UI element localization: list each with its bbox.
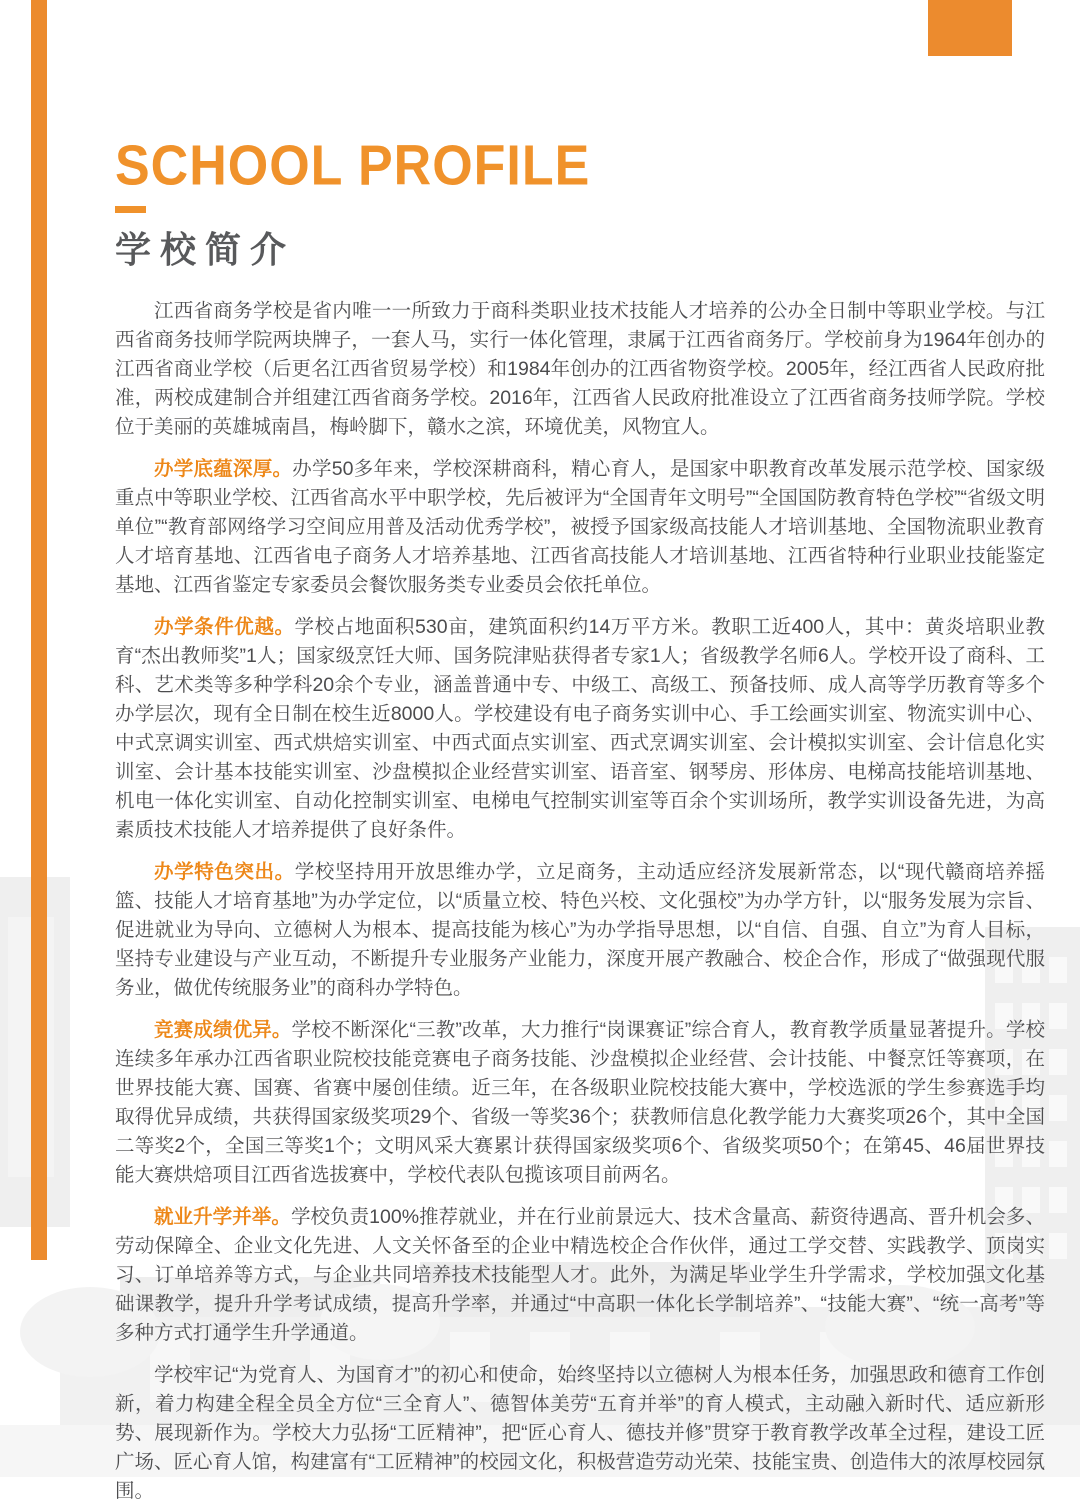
body-paragraph (115, 1016, 1045, 1190)
paragraph-text: 办学50多年来，学校深耕商科，精心育人，是国家中职教育改革发展示范学校、国家级重点中等职业学校、江西省高水平中职学校，先后被评为“全国青年文明号”“全国国防教育特色学校”“省级文明单位”“教育部网络学习空间应用普及活动优秀学校”，被授予国家级高技能人才培训基地、全国物流职业教育人才培育基地、江西省电子商务人才培养基地、江西省高技能人才培训基地、江西省特种行业职业技能鉴定基地、江西省鉴定专家委员会餐饮服务类专业委员会依托单位。 (115, 458, 1045, 596)
body-paragraph (115, 1361, 1045, 1506)
paragraph-lead: 办学底蕴深厚。 (154, 458, 293, 480)
paragraph-text: 学校占地面积530亩，建筑面积约14万平方米。教职工近400人，其中：黄炎培职业教育“杰出教师奖”1人；国家级烹饪大师、国务院津贴获得者专家1人；省级教学名师6人。学校开设了商科、工科、艺术类等多种学科20余个专业，涵盖普通中专、中级工、高级工、预备技师、成人高等学历教育等多个办学层次，现有全日制在校生近8000人。学校建设有电子商务实训中心、手工绘画实训室、物流实训中心、中式烹调实训室、西式烘焙实训室、中西式面点实训室、西式烹调实训室、会计模拟实训室、会计信息化实训室、会计基本技能实训室、沙盘模拟企业经营实训室、语音室、钢琴房、形体房、电梯高技能培训基地、机电一体化实训室、自动化控制实训室、电梯电气控制实训室等百余个实训场所，教学实训设备先进，为高素质技术技能人才培养提供了良好条件。 (115, 616, 1045, 841)
heading-underline (115, 206, 146, 213)
paragraph-lead: 竞赛成绩优异。 (154, 1019, 292, 1041)
page-title-chinese: 学校简介 (115, 229, 296, 270)
body-paragraph (115, 858, 1045, 1003)
paragraph-text: 江西省商务学校是省内唯一一所致力于商科类职业技术技能人才培养的公办全日制中等职业学校。与江西省商务技师学院两块牌子，一套人马，实行一体化管理，隶属于江西省商务厅。学校前身为1964年创办的江西省商业学校（后更名江西省贸易学校）和1984年创办的江西省物资学校。2005年，经江西省人民政府批准，两校成建制合并组建江西省商务学校。2016年，江西省人民政府批准设立了江西省商务技师学院。学校位于美丽的英雄城南昌，梅岭脚下，赣水之滨，环境优美，风物宜人。 (115, 300, 1045, 438)
paragraph-lead: 就业升学并举。 (154, 1206, 291, 1228)
page-title-english: SCHOOL PROFILE (115, 134, 591, 198)
body-paragraph (115, 613, 1045, 845)
paragraph-text: 学校不断深化“三教”改革，大力推行“岗课赛证”综合育人，教育教学质量显著提升。学校连续多年承办江西省职业院校技能竞赛电子商务技能、沙盘模拟企业经营、会计技能、中餐烹饪等赛项，在世界技能大赛、国赛、省赛中屡创佳绩。近三年，在各级职业院校技能大赛中，学校选派的学生参赛选手均取得优异成绩，共获得国家级奖项29个、省级一等奖36个；获教师信息化教学能力大赛奖项26个，其中全国二等奖2个，全国三等奖1个；文明风采大赛累计获得国家级奖项6个、省级奖项50个；在第45、46届世界技能大赛烘焙项目江西省选拔赛中，学校代表队包揽该项目前两名。 (115, 1019, 1045, 1186)
body-paragraph (115, 297, 1045, 442)
paragraph-lead: 办学特色突出。 (154, 861, 295, 883)
paragraph-text: 学校负责100%推荐就业，并在行业前景远大、技术含量高、薪资待遇高、晋升机会多、劳动保障全、企业文化先进、人文关怀备至的企业中精选校企合作伙伴，通过工学交替、实践教学、顶岗实习、订单培养等方式，与企业共同培养技术技能型人才。此外，为满足毕业学生升学需求，学校加强文化基础课教学，提升升学考试成绩，提高升学率，并通过“中高职一体化长学制培养”、“技能大赛”、“统一高考”等多种方式打通学生升学通道。 (115, 1206, 1045, 1344)
paragraph-text: 学校坚持用开放思维办学，立足商务，主动适应经济发展新常态，以“现代赣商培养摇篮、技能人才培育基地”为办学定位，以“质量立校、特色兴校、文化强校”为办学方针，以“服务发展为宗旨、促进就业为导向、立德树人为根本、提高技能为核心”为办学指导思想，以“自信、自强、自立”为育人目标，坚持专业建设与产业互动，不断提升专业服务产业能力，深度开展产教融合、校企合作，形成了“做强现代服务业，做优传统服务业”的商科办学特色。 (115, 861, 1045, 999)
paragraph-text: 学校牢记“为党育人、为国育才”的初心和使命，始终坚持以立德树人为根本任务，加强思政和德育工作创新，着力构建全程全员全方位“三全育人”、德智体美劳“五育并举”的育人模式，主动融入新时代、适应新形势、展现新作为。学校大力弘扬“工匠精神”，把“匠心育人、德技并修”贯穿于教育教学改革全过程，建设工匠广场、匠心育人馆，构建富有“工匠精神”的校园文化，积极营造劳动光荣、技能宝贵、创造伟大的浓厚校园氛围。 (115, 1364, 1045, 1502)
body-paragraph (115, 1203, 1045, 1348)
body-text (115, 297, 1045, 1506)
paragraph-lead: 办学条件优越。 (154, 616, 295, 638)
body-paragraph (115, 455, 1045, 600)
